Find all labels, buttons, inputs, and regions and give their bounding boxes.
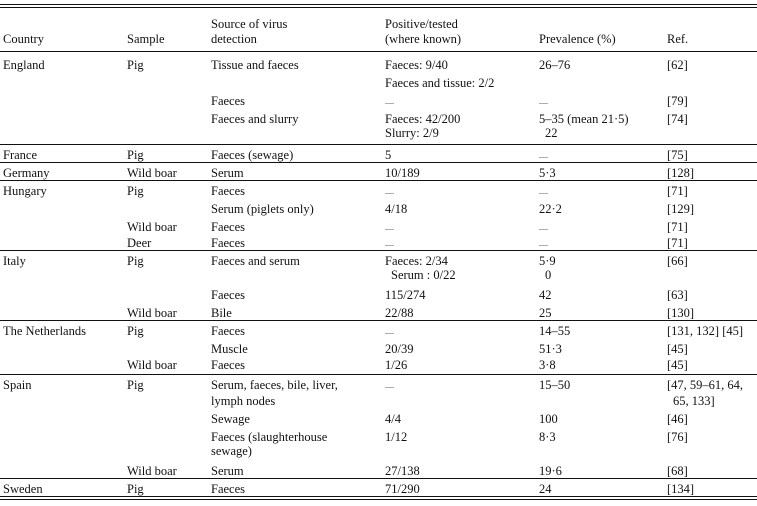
cell-positive: Faeces: 2/34 [385, 254, 448, 268]
cell-source: Faeces [211, 220, 246, 234]
cell-ref: [45] [667, 342, 688, 356]
cell-country: France [3, 148, 38, 162]
cell-positive: — [385, 188, 394, 198]
cell-ref: [128] [667, 166, 695, 180]
cell-country: England [3, 58, 45, 72]
cell-positive: — [385, 382, 394, 392]
cell-country: The Netherlands [3, 324, 86, 338]
cell-positive: 22/88 [385, 306, 414, 320]
cell-ref: [66] [667, 254, 688, 268]
cell-source: Faeces (slaughterhouse [211, 430, 328, 444]
cell-positive: 4/18 [385, 202, 408, 216]
header-source-line1: Source of virus [211, 17, 288, 31]
group-rule-germany [0, 162, 757, 163]
cell-prevalence: 42 [539, 288, 552, 302]
cell-source: Serum (piglets only) [211, 202, 314, 216]
cell-source: Bile [211, 306, 232, 320]
cell-sample: Pig [127, 148, 144, 162]
cell-prevalence: 24 [539, 482, 552, 496]
cell-sample: Pig [127, 378, 144, 392]
group-rule-sweden [0, 478, 757, 479]
cell-ref: [45] [667, 358, 688, 372]
cell-positive: 5 [385, 148, 392, 162]
cell-prevalence: 22 [545, 126, 558, 140]
cell-sample: Wild boar [127, 464, 177, 478]
cell-sample: Pig [127, 482, 144, 496]
cell-source: Faeces [211, 288, 246, 302]
cell-ref: [62] [667, 58, 688, 72]
cell-ref: [129] [667, 202, 695, 216]
cell-prevalence: 22·2 [539, 202, 562, 216]
cell-ref: [134] [667, 482, 695, 496]
group-rule-hungary [0, 180, 757, 181]
cell-source: Faeces and serum [211, 254, 300, 268]
cell-source: Serum [211, 166, 244, 180]
cell-positive: 27/138 [385, 464, 420, 478]
group-rule-france [0, 144, 757, 145]
cell-ref: [47, 59–61, 64, [667, 378, 744, 392]
cell-country: Germany [3, 166, 50, 180]
cell-source: Faeces and slurry [211, 112, 299, 126]
cell-ref: [79] [667, 94, 688, 108]
header-rule [0, 51, 757, 52]
cell-prevalence: — [539, 240, 548, 250]
cell-source: Faeces [211, 482, 246, 496]
cell-prevalence: 5–35 (mean 21·5) [539, 112, 629, 126]
cell-source: Faeces [211, 184, 246, 198]
cell-source: sewage) [211, 444, 252, 458]
cell-positive: Faeces and tissue: 2/2 [385, 76, 495, 90]
cell-ref: [46] [667, 412, 688, 426]
cell-sample: Pig [127, 184, 144, 198]
cell-source: Sewage [211, 412, 250, 426]
cell-prevalence: 25 [539, 306, 552, 320]
cell-sample: Wild boar [127, 220, 177, 234]
cell-prevalence: — [539, 98, 548, 108]
cell-ref: [68] [667, 464, 688, 478]
cell-prevalence: 3·8 [539, 358, 556, 372]
cell-positive: 20/39 [385, 342, 414, 356]
cell-positive: 1/12 [385, 430, 408, 444]
header-positive-line2: (where known) [385, 32, 462, 46]
cell-prevalence: 15–50 [539, 378, 571, 392]
cell-country: Italy [3, 254, 26, 268]
cell-source: Serum [211, 464, 244, 478]
group-rule-italy [0, 250, 757, 251]
cell-prevalence: 0 [545, 268, 552, 282]
cell-ref: 65, 133] [673, 394, 715, 408]
cell-ref: [130] [667, 306, 695, 320]
cell-positive: 10/189 [385, 166, 420, 180]
header-ref: Ref. [667, 32, 689, 46]
cell-source: Faeces [211, 358, 246, 372]
cell-positive: 1/26 [385, 358, 408, 372]
cell-positive: Faeces: 42/200 [385, 112, 461, 126]
cell-country: Sweden [3, 482, 43, 496]
cell-prevalence: 14–55 [539, 324, 571, 338]
cell-ref: [74] [667, 112, 688, 126]
group-rule-spain [0, 374, 757, 375]
header-sample: Sample [127, 32, 165, 46]
cell-ref: [63] [667, 288, 688, 302]
cell-positive: — [385, 328, 394, 338]
cell-source: lymph nodes [211, 394, 276, 408]
cell-country: Spain [3, 378, 32, 392]
cell-positive: 115/274 [385, 288, 426, 302]
cell-prevalence: 5·9 [539, 254, 556, 268]
top-rule [0, 4, 757, 5]
cell-positive: 71/290 [385, 482, 420, 496]
cell-source: Muscle [211, 342, 248, 356]
cell-country: Hungary [3, 184, 47, 198]
header-prevalence: Prevalence (%) [539, 32, 616, 46]
cell-positive: Serum : 0/22 [391, 268, 456, 282]
cell-positive: — [385, 98, 394, 108]
header-positive-line1: Positive/tested [385, 17, 458, 31]
cell-source: Faeces [211, 94, 246, 108]
cell-prevalence: 5·3 [539, 166, 556, 180]
cell-prevalence: 19·6 [539, 464, 562, 478]
bottom-rule [0, 496, 757, 497]
cell-sample: Pig [127, 254, 144, 268]
cell-source: Faeces [211, 324, 246, 338]
cell-prevalence: 26–76 [539, 58, 571, 72]
top-rule-2 [0, 7, 757, 8]
cell-ref: [75] [667, 148, 688, 162]
cell-prevalence: — [539, 224, 548, 234]
header-country: Country [3, 32, 44, 46]
group-rule-netherlands [0, 320, 757, 321]
cell-source: Tissue and faeces [211, 58, 299, 72]
header-source-line2: detection [211, 32, 257, 46]
cell-sample: Pig [127, 324, 144, 338]
cell-sample: Pig [127, 58, 144, 72]
cell-prevalence: 100 [539, 412, 558, 426]
cell-positive: — [385, 240, 394, 250]
cell-sample: Wild boar [127, 166, 177, 180]
cell-ref: [71] [667, 184, 688, 198]
cell-source: Faeces [211, 236, 246, 250]
cell-positive: Faeces: 9/40 [385, 58, 448, 72]
cell-prevalence: — [539, 152, 548, 162]
cell-sample: Deer [127, 236, 152, 250]
cell-sample: Wild boar [127, 306, 177, 320]
cell-source: Faeces (sewage) [211, 148, 294, 162]
cell-ref: [71] [667, 220, 688, 234]
cell-positive: 4/4 [385, 412, 401, 426]
cell-prevalence: 8·3 [539, 430, 556, 444]
cell-prevalence: 51·3 [539, 342, 562, 356]
cell-prevalence: — [539, 188, 548, 198]
cell-ref: [76] [667, 430, 688, 444]
cell-positive: — [385, 224, 394, 234]
cell-sample: Wild boar [127, 358, 177, 372]
cell-ref: [71] [667, 236, 688, 250]
cell-positive: Slurry: 2/9 [385, 126, 439, 140]
cell-source: Serum, faeces, bile, liver, [211, 378, 338, 392]
bottom-rule-2 [0, 499, 757, 500]
cell-ref: [131, 132] [45] [667, 324, 744, 338]
